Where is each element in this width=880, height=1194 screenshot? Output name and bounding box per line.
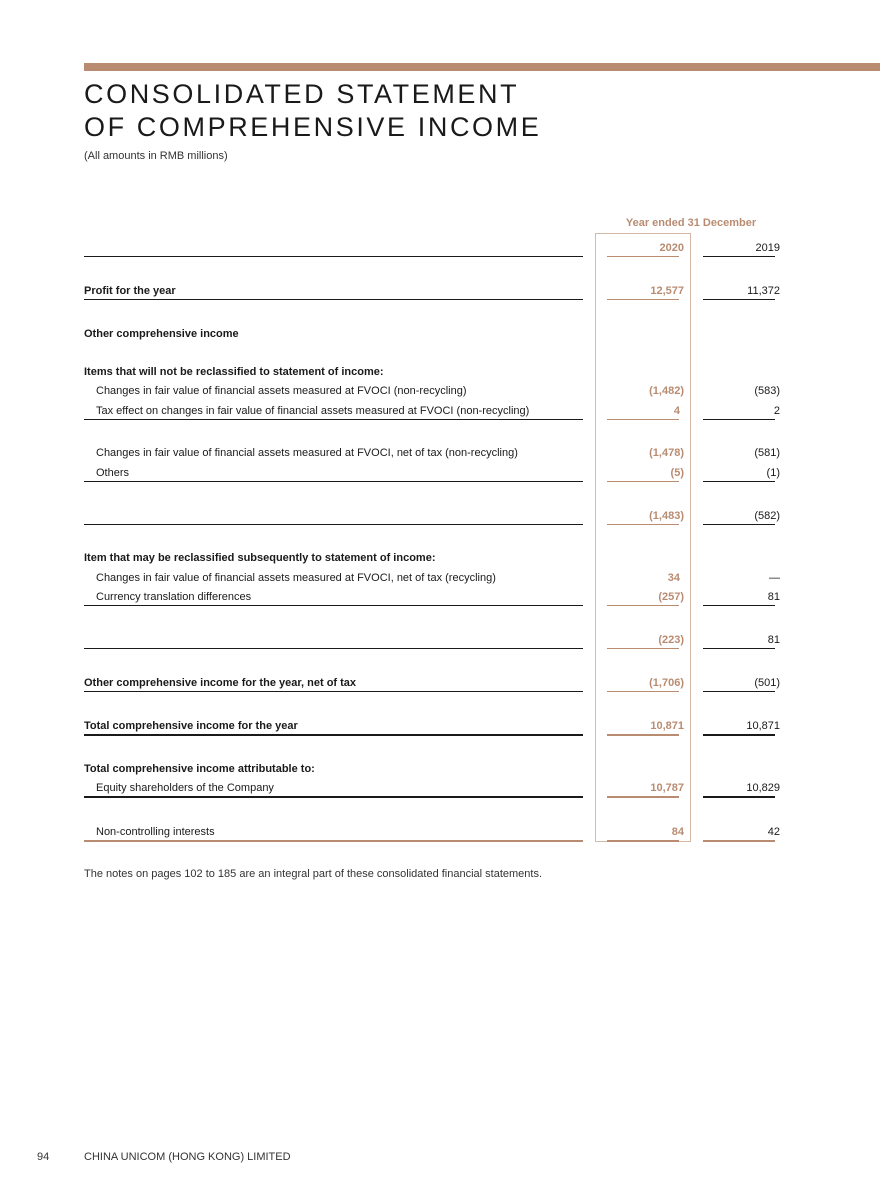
row-rule xyxy=(84,734,583,736)
row-label: Changes in fair value of financial assets measured at FVOCI, net of tax (recycling) xyxy=(96,572,496,584)
page-subtitle: (All amounts in RMB millions) xyxy=(84,150,228,162)
row-rule xyxy=(703,691,775,692)
row-rule xyxy=(84,524,583,525)
row-rule xyxy=(607,734,679,736)
year-2019-header: 2019 xyxy=(755,242,780,254)
value-2019: (583) xyxy=(754,385,780,397)
row-rule xyxy=(703,605,775,606)
header-rule-2019 xyxy=(703,256,775,257)
value-2019: — xyxy=(769,572,780,584)
row-rule xyxy=(84,605,583,606)
value-2020: 84 xyxy=(671,826,684,838)
value-2019: 81 xyxy=(767,591,780,603)
row-label: Changes in fair value of financial assets measured at FVOCI (non-recycling) xyxy=(96,385,467,397)
row-rule xyxy=(607,840,679,842)
row-rule xyxy=(607,481,679,482)
section-heading-oci: Other comprehensive income xyxy=(84,328,239,340)
row-rule xyxy=(607,796,679,798)
row-label: Others xyxy=(96,467,130,479)
header-rule-label xyxy=(84,256,583,257)
value-2019: 10,829 xyxy=(746,782,780,794)
row-rule xyxy=(703,648,775,649)
row-rule xyxy=(84,481,583,482)
header-accent-bar xyxy=(84,63,880,71)
row-label: Other comprehensive income for the year, net of tax xyxy=(84,677,357,689)
value-2020: 10,787 xyxy=(650,782,684,794)
row-rule xyxy=(703,481,775,482)
value-2020: 34 xyxy=(667,572,680,584)
row-rule xyxy=(703,796,775,798)
value-2019: 10,871 xyxy=(746,720,780,732)
row-rule xyxy=(607,648,679,649)
value-2020: (1,482) xyxy=(649,385,684,397)
row-label: Currency translation differences xyxy=(96,591,252,603)
row-rule xyxy=(84,796,583,798)
value-2019: 11,372 xyxy=(747,285,780,297)
row-rule xyxy=(703,734,775,736)
page-number: 94 xyxy=(37,1151,50,1163)
page-title-line-1: CONSOLIDATED STATEMENT xyxy=(84,79,520,109)
value-2020: (257) xyxy=(658,591,684,603)
value-2020: (5) xyxy=(670,467,684,479)
value-2019: 81 xyxy=(767,634,780,646)
column-group-header: Year ended 31 December xyxy=(625,217,757,229)
row-label: Changes in fair value of financial assets measured at FVOCI, net of tax (non-recycling) xyxy=(96,447,518,459)
row-rule xyxy=(84,840,583,842)
row-label: Non-controlling interests xyxy=(96,826,215,838)
value-2019: (582) xyxy=(754,510,780,522)
row-rule xyxy=(703,840,775,842)
row-rule xyxy=(703,299,775,300)
page-title xyxy=(84,78,541,144)
row-rule xyxy=(607,419,679,420)
row-rule xyxy=(607,299,679,300)
row-rule xyxy=(84,299,583,300)
row-label: Total comprehensive income for the year xyxy=(84,720,298,732)
value-2020: 4 xyxy=(673,405,680,417)
row-label: Tax effect on changes in fair value of financial assets measured at FVOCI (non-recycling) xyxy=(96,405,530,417)
header-rule-2020 xyxy=(607,256,679,257)
row-rule xyxy=(607,524,679,525)
page-title-line-2: OF COMPREHENSIVE INCOME xyxy=(84,112,542,142)
row-rule xyxy=(703,419,775,420)
value-2020: (1,483) xyxy=(649,510,684,522)
value-2020: (223) xyxy=(658,634,684,646)
row-rule xyxy=(84,691,583,692)
row-rule xyxy=(607,605,679,606)
section-heading-not-reclassified: Items that will not be reclassified to statement of income: xyxy=(84,366,384,378)
row-rule xyxy=(84,419,583,420)
company-name: CHINA UNICOM (HONG KONG) LIMITED xyxy=(84,1151,291,1163)
value-2020: (1,478) xyxy=(649,447,684,459)
row-rule xyxy=(703,524,775,525)
section-heading-attributable: Total comprehensive income attributable to: xyxy=(84,763,315,775)
value-2020: 10,871 xyxy=(650,720,684,732)
value-2019: 2 xyxy=(773,405,780,417)
value-2020: 12,577 xyxy=(650,285,684,297)
row-rule xyxy=(84,648,583,649)
value-2019: (581) xyxy=(754,447,780,459)
value-2020: (1,706) xyxy=(649,677,684,689)
value-2019: (501) xyxy=(754,677,780,689)
value-2019: 42 xyxy=(767,826,780,838)
year-2020-header: 2020 xyxy=(659,242,684,254)
row-label: Profit for the year xyxy=(84,285,176,297)
footnote: The notes on pages 102 to 185 are an integral part of these consolidated financial statements. xyxy=(84,868,543,880)
row-rule xyxy=(607,691,679,692)
row-label: Equity shareholders of the Company xyxy=(96,782,274,794)
current-year-highlight-box xyxy=(595,233,691,842)
section-heading-may-reclassify: Item that may be reclassified subsequently to statement of income: xyxy=(84,552,436,564)
value-2019: (1) xyxy=(766,467,780,479)
